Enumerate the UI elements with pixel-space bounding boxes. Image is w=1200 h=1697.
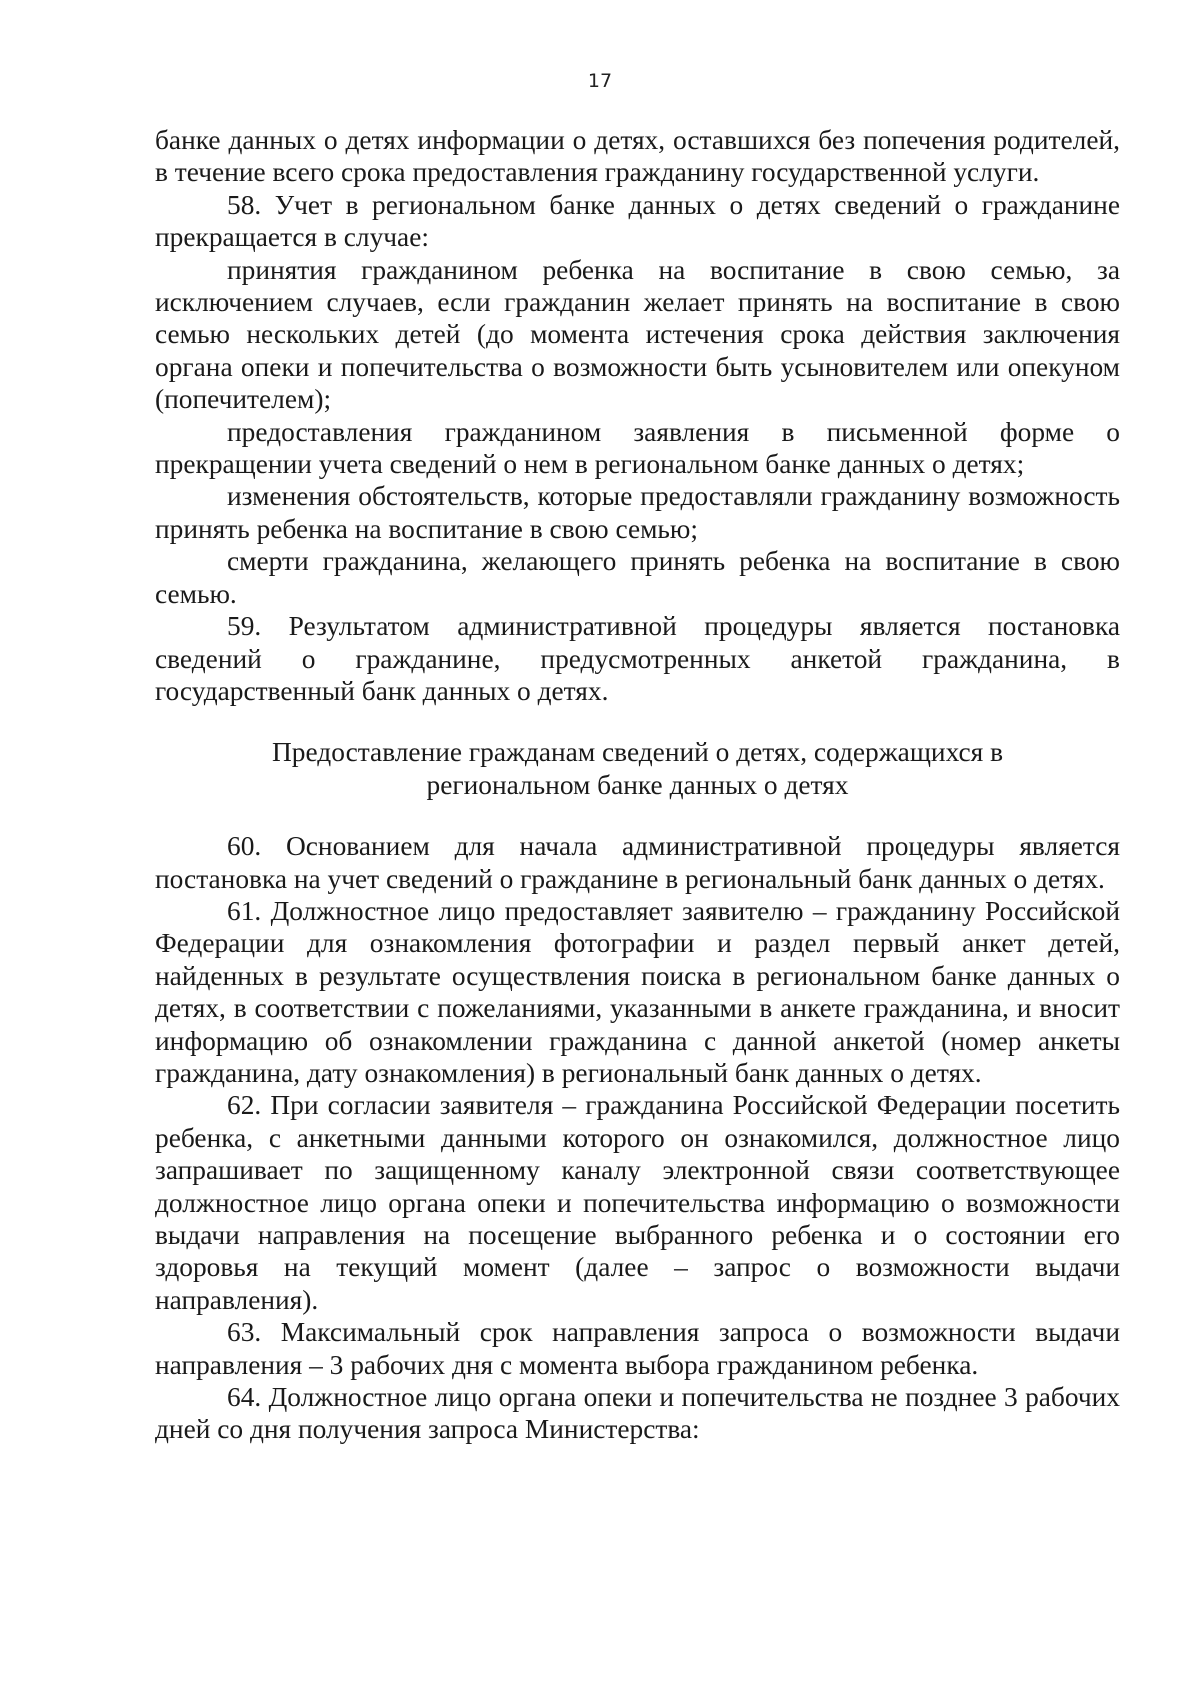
list-item-written-request: предоставления гражданином заявления в письменной форме о прекращении учета сведений о нем в региональном банке данных о детях; <box>155 416 1120 480</box>
paragraph-64: 64. Должностное лицо органа опеки и попечительства не позднее 3 рабочих дней со дня получения запроса Министерства: <box>155 1382 1120 1445</box>
paragraph-58: 58. Учет в региональном банке данных о детях сведений о гражданине прекращается в случае: <box>155 189 1120 253</box>
paragraph-continuation: банке данных о детях информации о детях, оставшихся без попечения родителей, в течение всего срока предоставления гражданину государственной услуги. <box>155 125 1120 188</box>
document-body <box>155 124 1120 1446</box>
paragraph-62: 62. При согласии заявителя – гражданина Российской Федерации посетить ребенка, с анкетными данными которого он ознакомился, должностное лицо запрашивает по защищенному каналу электронной связи соответствующее должностное лицо органа опеки и попечительства информацию о возможности выдачи направления на посещение выбранного ребенка и о состоянии его здоровья на текущий момент (далее – запрос о возможности выдачи направления). <box>155 1090 1120 1315</box>
paragraph-60: 60. Основанием для начала административной процедуры является постановка на учет сведений о гражданине в региональный банк данных о детях. <box>155 831 1120 894</box>
paragraph-63: 63. Максимальный срок направления запроса о возможности выдачи направления – 3 рабочих дня с момента выбора гражданином ребенка. <box>155 1317 1120 1380</box>
page-number: 17 <box>587 70 613 92</box>
list-item-circumstances-change: изменения обстоятельств, которые предоставляли гражданину возможность принять ребенка на воспитание в свою семью; <box>155 481 1120 544</box>
list-item-adoption: принятия гражданином ребенка на воспитание в свою семью, за исключением случаев, если гражданин желает принять на воспитание в свою семью нескольких детей (до момента истечения срока действия заключения органа опеки и попечительства о возможности быть усыновителем или опекуном (попечителем); <box>155 254 1120 415</box>
list-item-death: смерти гражданина, желающего принять ребенка на воспитание в свою семью. <box>155 546 1120 609</box>
section-heading: Предоставление гражданам сведений о детях, содержащихся в региональном банке данных о детях <box>271 737 1004 800</box>
paragraph-59: 59. Результатом административной процедуры является постановка сведений о гражданине, предусмотренных анкетой гражданина, в государственный банк данных о детях. <box>155 611 1120 706</box>
paragraph-61: 61. Должностное лицо предоставляет заявителю – гражданину Российской Федерации для ознакомления фотографии и раздел первый анкет детей, найденных в результате осуществления поиска в региональном банке данных о детях, в соответствии с пожеланиями, указанными в анкете гражданина, и вносит информацию об ознакомлении гражданина с данной анкетой (номер анкеты гражданина, дату ознакомления) в региональный банк данных о детях. <box>155 895 1120 1088</box>
